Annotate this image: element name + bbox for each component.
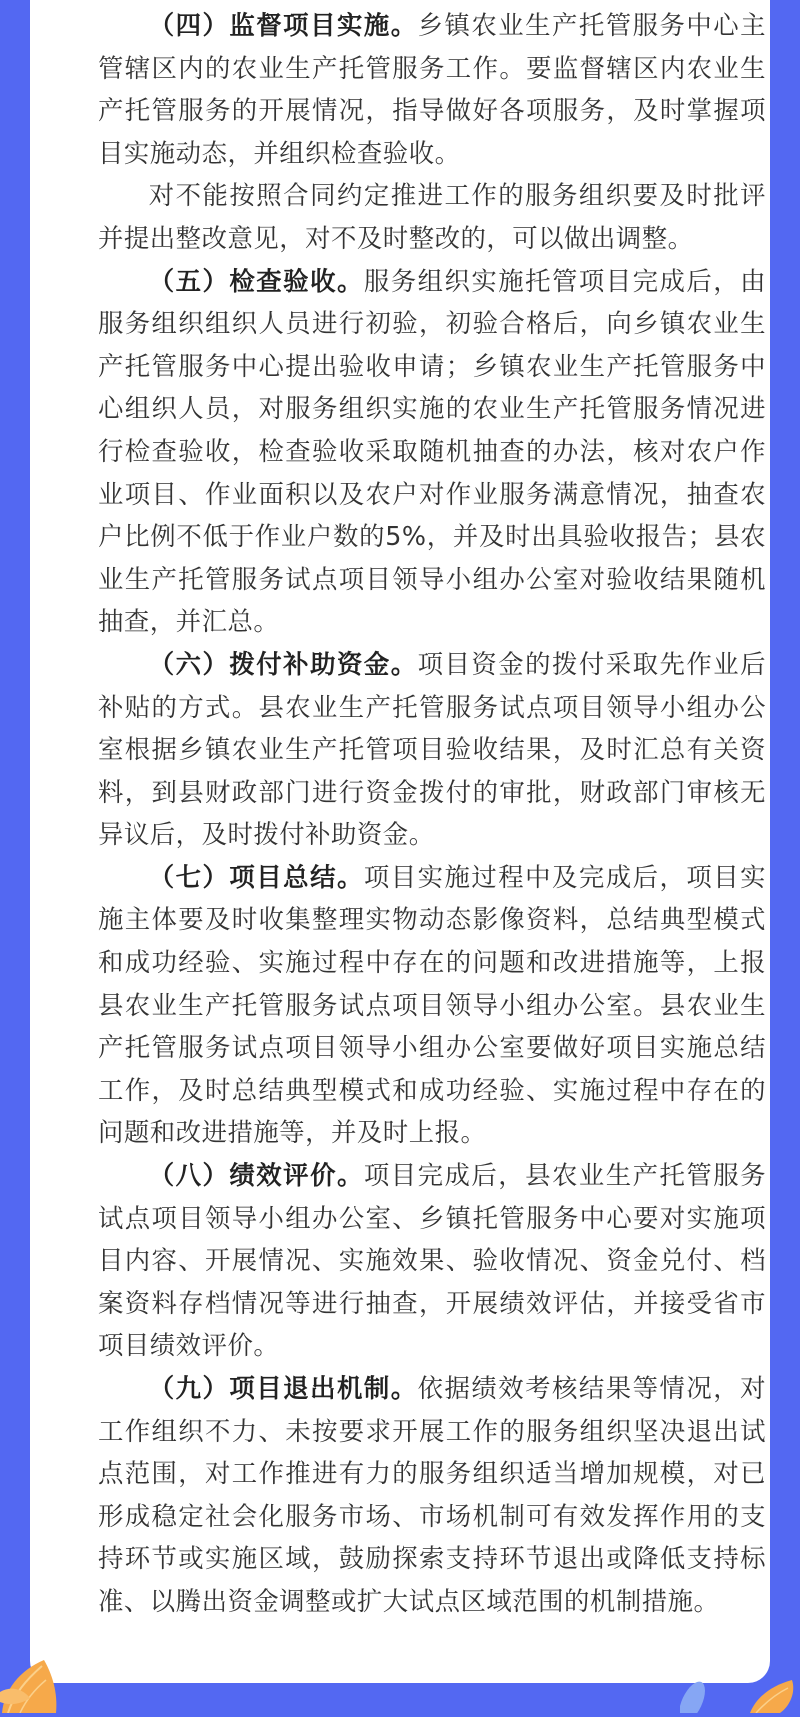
paragraph-5	[98, 260, 766, 643]
paragraph-4-note	[98, 174, 766, 259]
paragraph-9	[98, 1367, 766, 1623]
paragraph-6	[98, 643, 766, 856]
leaf-icon	[680, 1660, 800, 1717]
paragraph-text: 项目完成后，县农业生产托管服务试点项目领导小组办公室、乡镇托管服务中心要对实施项目内容、开展情况、实施效果、验收情况、资金兑付、档案资料存档情况等进行抽查，开展绩效评估，并接受省市项目绩效评价。	[98, 1160, 767, 1361]
paragraph-text: 对不能按照合同约定推进工作的服务组织要及时批评并提出整改意见，对不及时整改的，可以做出调整。	[98, 180, 766, 253]
paragraph-text: 项目实施过程中及完成后，项目实施主体要及时收集整理实物动态影像资料，总结典型模式和成功经验、实施过程中存在的问题和改进措施等，上报县农业生产托管服务试点项目领导小组办公室。县农业生产托管服务试点项目领导小组办公室要做好项目实施总结工作，及时总结典型模式和成功经验、实施过程中存在的问题和改进措施等，并及时上报。	[98, 861, 767, 1148]
paragraph-heading: （五）检查验收。	[148, 265, 364, 296]
paragraph-heading: （九）项目退出机制。	[148, 1373, 418, 1403]
article-body	[98, 4, 766, 1623]
paragraph-heading: （四）监督项目实施。	[148, 10, 418, 40]
paragraph-7	[98, 856, 766, 1154]
paragraph-heading: （六）拨付补助资金。	[148, 648, 418, 679]
paragraph-8	[98, 1154, 766, 1367]
paragraph-heading: （八）绩效评价。	[148, 1160, 364, 1191]
leaf-icon	[0, 1652, 80, 1717]
paragraph-4	[98, 4, 766, 174]
paragraph-heading: （七）项目总结。	[148, 861, 364, 892]
paragraph-text: 服务组织实施托管项目完成后，由服务组织组织人员进行初验，初验合格后，向乡镇农业生产托管服务中心提出验收申请；乡镇农业生产托管服务中心组织人员，对服务组织实施的农业生产托管服务情况进行检查验收，检查验收采取随机抽查的办法，核对农户作业项目、作业面积以及农户对作业服务满意情况，抽查农户比例不低于作业户数的5%，并及时出具验收报告；县农业生产托管服务试点项目领导小组办公室对验收结果随机抽查，并汇总。	[98, 265, 767, 637]
article-card	[30, 0, 770, 1683]
paragraph-text: 项目资金的拨付采取先作业后补贴的方式。县农业生产托管服务试点项目领导小组办公室根据乡镇农业生产托管项目验收结果，及时汇总有关资料，到县财政部门进行资金拨付的审批，财政部门审核无异议后，及时拨付补助资金。	[98, 648, 767, 850]
paragraph-text: 依据绩效考核结果等情况，对工作组织不力、未按要求开展工作的服务组织坚决退出试点范围，对工作推进有力的服务组织适当增加规模，对已形成稳定社会化服务市场、市场机制可有效发挥作用的支持环节或实施区域，鼓励探索支持环节退出或降低支持标准、以腾出资金调整或扩大试点区域范围的机制措施。	[98, 1373, 767, 1616]
paragraph-text: 乡镇农业生产托管服务中心主管辖区内的农业生产托管服务工作。要监督辖区内农业生产托管服务的开展情况，指导做好各项服务，及时掌握项目实施动态，并组织检查验收。	[98, 10, 767, 168]
